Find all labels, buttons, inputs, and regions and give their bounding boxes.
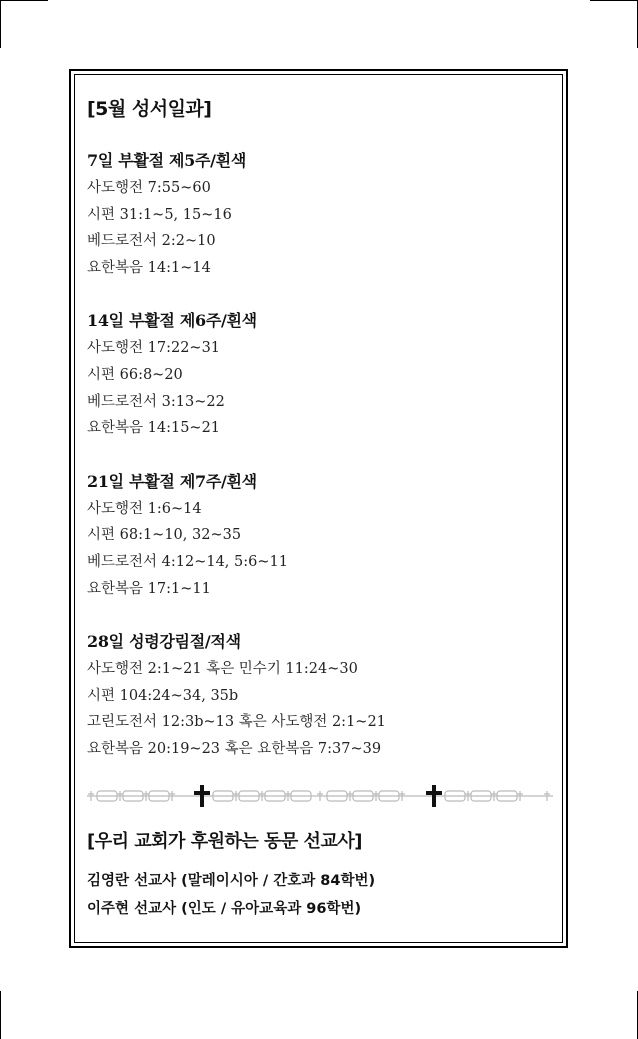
crop-mark-top-left [0,0,48,1]
reading-line: 베드로전서 4:12~14, 5:6~11 [87,553,288,570]
day-title: 7일 부활절 제5주/흰색 [87,151,246,170]
day-section-1 [87,307,557,441]
missionary-section-title: [우리 교회가 후원하는 동문 선교사] [87,830,362,852]
day-title: 14일 부활절 제6주/흰색 [87,311,257,331]
missionary-line: 이주현 선교사 (인도 / 유아교육과 96학번) [87,900,362,917]
reading-line: 베드로전서 3:13~22 [87,393,225,410]
day-title: 28일 성령강림절/적색 [87,632,241,652]
reading-line: 시편 31:1~5, 15~16 [87,206,232,223]
reading-line: 베드로전서 2:2~10 [87,233,216,250]
crop-mark-bottom-left [0,991,1,1039]
page-title: [5월 성서일과] [87,98,212,120]
crop-mark-top-left-vertical [0,0,1,48]
cross-chain-divider-icon [87,783,553,809]
missionary-line: 김영란 선교사 (말레이시아 / 간호과 84학번) [87,872,376,889]
reading-line: 요한복음 17:1~11 [87,580,211,597]
reading-line: 시편 66:8~20 [87,366,183,383]
reading-line: 시편 104:24~34, 35b [87,687,239,704]
reading-line: 요한복음 14:1~14 [87,259,211,276]
reading-line: 사도행전 17:22~31 [87,340,221,357]
reading-line: 사도행전 1:6~14 [87,500,202,517]
reading-line: 요한복음 14:15~21 [87,420,221,437]
crop-mark-top-right [590,0,638,1]
reading-line: 사도행전 7:55~60 [87,180,211,196]
reading-line: 요한복음 20:19~23 혹은 요한복음 7:37~39 [87,740,382,757]
day-title: 21일 부활절 제7주/흰색 [87,471,257,491]
day-section-3 [87,628,557,762]
reading-line: 고린도전서 12:3b~13 혹은 사도행전 2:1~21 [87,714,386,731]
bulletin-content [87,94,557,923]
day-section-0 [87,147,557,281]
reading-line: 시편 68:1~10, 32~35 [87,527,242,544]
day-section-2 [87,468,557,602]
reading-line: 사도행전 2:1~21 혹은 민수기 11:24~30 [87,661,358,678]
